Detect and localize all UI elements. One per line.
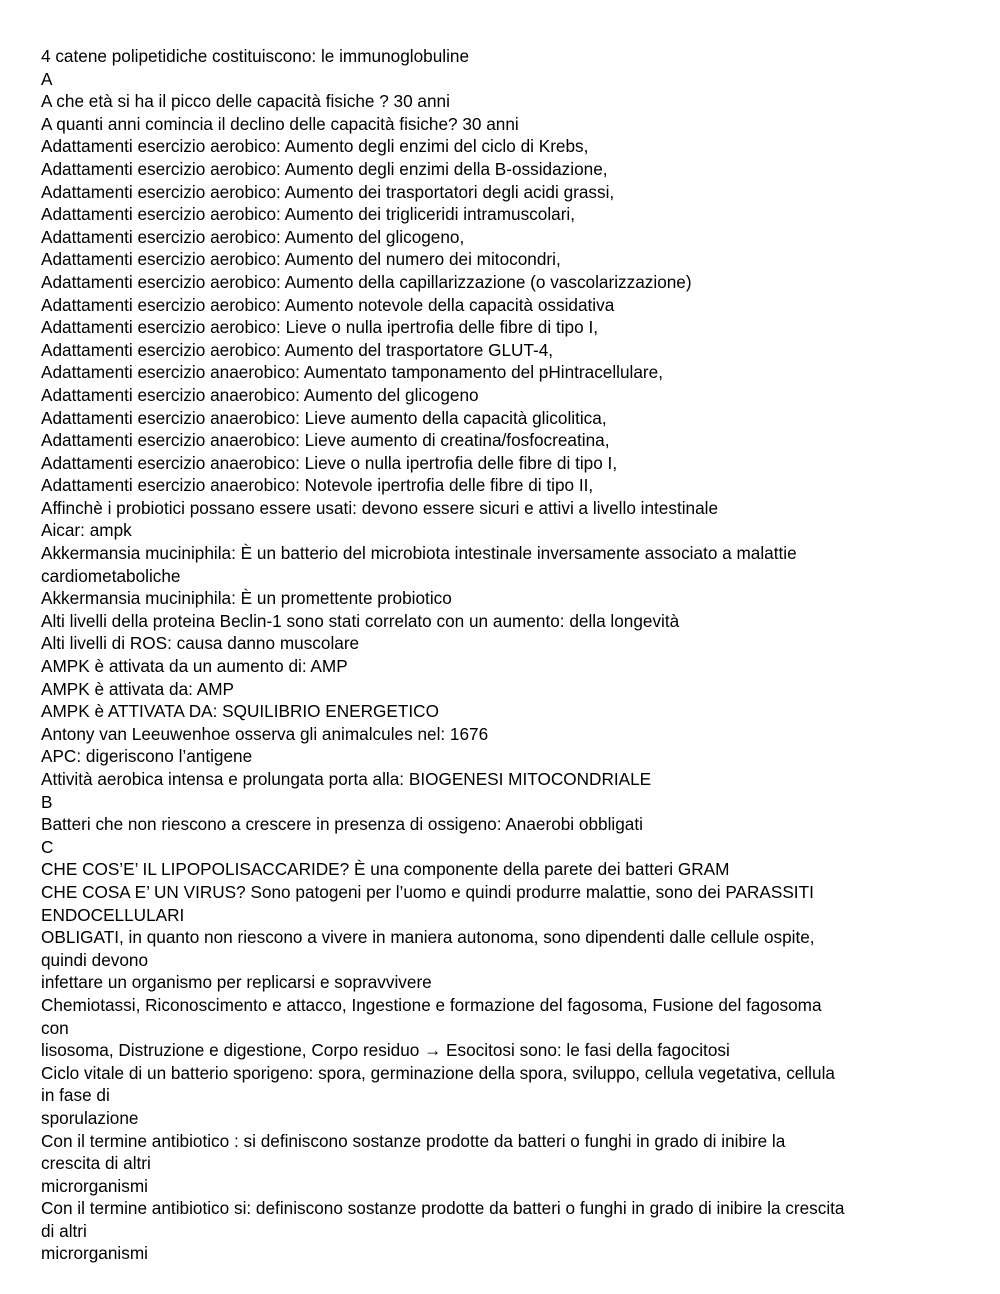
text-line: Adattamenti esercizio aerobico: Aumento del glicogeno, <box>41 226 465 247</box>
text-line: Adattamenti esercizio anaerobico: Aumento del glicogeno <box>41 384 479 405</box>
text-line: cardiometaboliche <box>41 565 181 586</box>
text-line: sporulazione <box>41 1107 139 1128</box>
text-line: OBLIGATI, in quanto non riescono a vivere in maniera autonoma, sono dipendenti dalle cellule ospite, <box>41 927 815 948</box>
text-line: Ciclo vitale di un batterio sporigeno: spora, germinazione della spora, sviluppo, cellula vegetativa, cellula <box>41 1062 835 1083</box>
text-line: Adattamenti esercizio aerobico: Lieve o nulla ipertrofia delle fibre di tipo I, <box>41 317 598 338</box>
text-line: microrganismi <box>41 1243 148 1264</box>
text-line: 4 catene polipetidiche costituiscono: le immunoglobuline <box>41 46 470 66</box>
text-line: AMPK è attivata da un aumento di: AMP <box>41 656 348 677</box>
text-line: Adattamenti esercizio anaerobico: Lieve aumento di creatina/fosfocreatina, <box>41 430 610 451</box>
text-line: Adattamenti esercizio anaerobico: Notevole ipertrofia delle fibre di tipo II, <box>41 475 594 496</box>
document-page <box>41 45 971 1265</box>
text-line: microrganismi <box>41 1175 148 1196</box>
text-line: C <box>41 836 54 857</box>
text-line: Affinchè i probiotici possano essere usati: devono essere sicuri e attivi a livello intestinale <box>41 497 719 518</box>
text-line: Con il termine antibiotico : si definiscono sostanze prodotte da batteri o funghi in grado di inibire la <box>41 1130 786 1151</box>
text-line: infettare un organismo per replicarsi e sopravvivere <box>41 972 432 993</box>
text-line: CHE COSA E’ UN VIRUS? Sono patogeni per l’uomo e quindi produrre malattie, sono dei PARASSITI <box>41 881 814 902</box>
text-line: B <box>41 791 53 812</box>
text-line: AMPK è ATTIVATA DA: SQUILIBRIO ENERGETICO <box>41 701 439 722</box>
text-line: Alti livelli della proteina Beclin-1 sono stati correlato con un aumento: della longevità <box>41 610 680 631</box>
text-line: Adattamenti esercizio aerobico: Aumento della capillarizzazione (o vascolarizzazione) <box>41 271 692 292</box>
text-line: Adattamenti esercizio aerobico: Aumento del numero dei mitocondri, <box>41 249 561 270</box>
text-line: Adattamenti esercizio aerobico: Aumento degli enzimi della B-ossidazione, <box>41 158 608 179</box>
text-line: A che età si ha il picco delle capacità fisiche ? 30 anni <box>41 91 450 112</box>
text-line: Con il termine antibiotico si: definiscono sostanze prodotte da batteri o funghi in grado di inibire la crescita <box>41 1198 845 1219</box>
text-line: Akkermansia muciniphila: È un batterio del microbiota intestinale inversamente associato a malattie <box>41 543 797 564</box>
text-line: quindi devono <box>41 949 149 970</box>
text-line: crescita di altri <box>41 1153 151 1174</box>
text-line: Adattamenti esercizio aerobico: Aumento notevole della capacità ossidativa <box>41 294 615 315</box>
text-line: Adattamenti esercizio aerobico: Aumento degli enzimi del ciclo di Krebs, <box>41 136 589 157</box>
text-line: con <box>41 1017 69 1038</box>
text-line: Aicar: ampk <box>41 520 132 541</box>
text-line: Akkermansia muciniphila: È un promettente probiotico <box>41 588 452 609</box>
text-line: Attività aerobica intensa e prolungata porta alla: BIOGENESI MITOCONDRIALE <box>41 769 652 789</box>
text-line: ENDOCELLULARI <box>41 904 185 925</box>
text-line: Adattamenti esercizio anaerobico: Lieve o nulla ipertrofia delle fibre di tipo I, <box>41 452 618 473</box>
text-line: Alti livelli di ROS: causa danno muscolare <box>41 633 360 654</box>
text-line: di altri <box>41 1220 87 1241</box>
text-line: lisosoma, Distruzione e digestione, Corpo residuo → Esocitosi sono: le fasi della fagocitosi <box>41 1040 730 1061</box>
text-line: Adattamenti esercizio aerobico: Aumento del trasportatore GLUT-4, <box>41 339 554 360</box>
text-line: Adattamenti esercizio aerobico: Aumento dei trasportatori degli acidi grassi, <box>41 181 615 202</box>
text-line: A quanti anni comincia il declino delle capacità fisiche? 30 anni <box>41 113 519 134</box>
text-line: Adattamenti esercizio anaerobico: Aumentato tamponamento del pHintracellulare, <box>41 362 663 383</box>
text-line: Adattamenti esercizio anaerobico: Lieve aumento della capacità glicolitica, <box>41 407 607 428</box>
text-line: in fase di <box>41 1085 110 1106</box>
text-line: APC: digeriscono l’antigene <box>41 746 253 767</box>
text-line: A <box>41 68 53 89</box>
text-line: Antony van Leeuwenhoe osserva gli animalcules nel: 1676 <box>41 723 489 744</box>
text-line: CHE COS’E’ IL LIPOPOLISACCARIDE? È una componente della parete dei batteri GRAM <box>41 859 730 880</box>
text-line: Chemiotassi, Riconoscimento e attacco, Ingestione e formazione del fagosoma, Fusione del fagosoma <box>41 994 822 1015</box>
text-line: Adattamenti esercizio aerobico: Aumento dei trigliceridi intramuscolari, <box>41 204 576 225</box>
text-line: Batteri che non riescono a crescere in presenza di ossigeno: Anaerobi obbligati <box>41 814 643 835</box>
text-line: AMPK è attivata da: AMP <box>41 678 234 699</box>
